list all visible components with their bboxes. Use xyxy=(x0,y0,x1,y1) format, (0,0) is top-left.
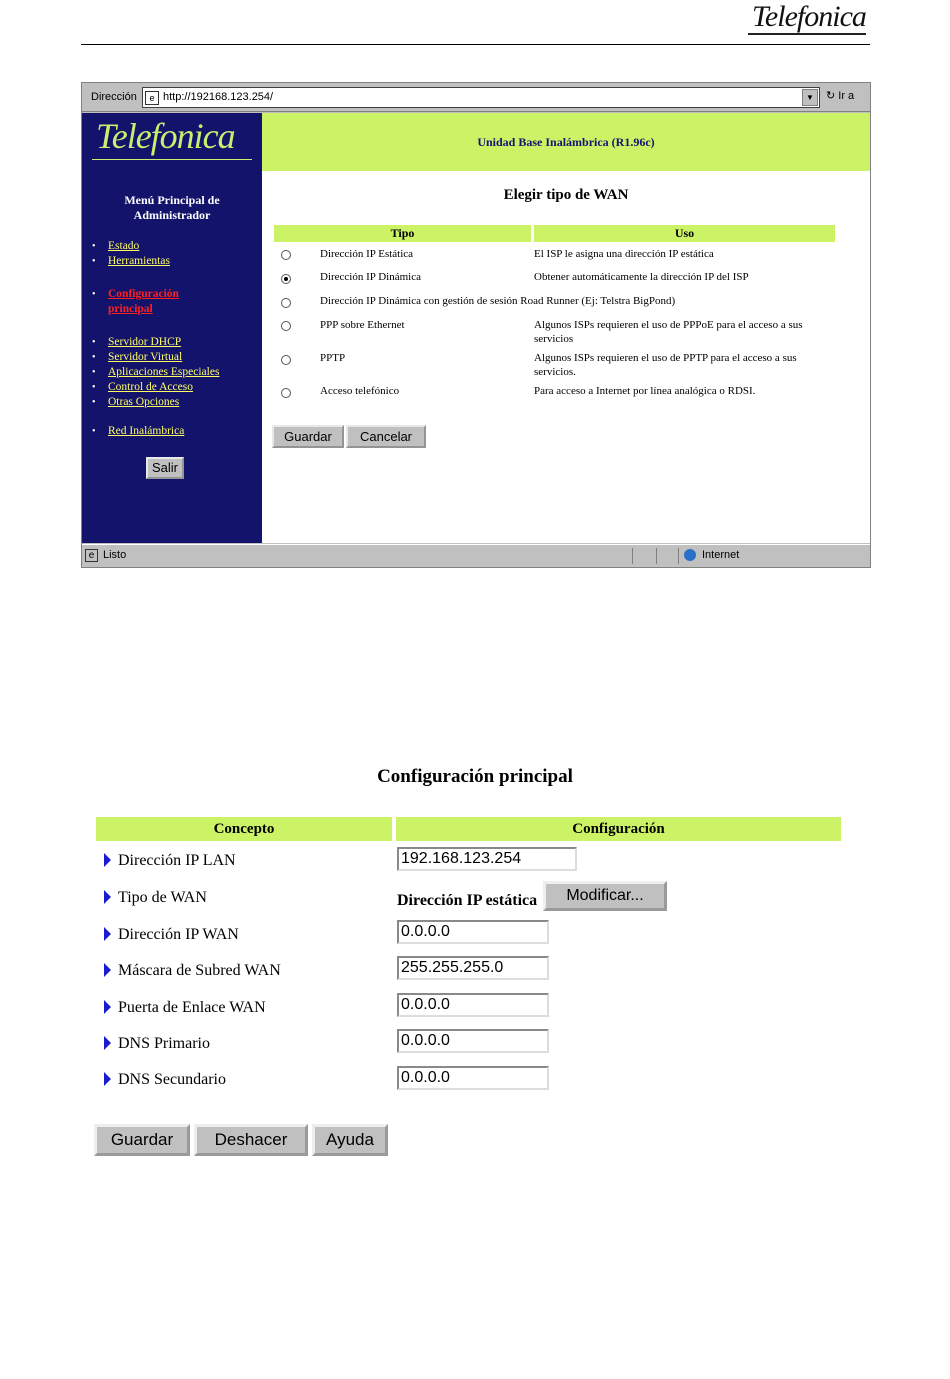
browser-window xyxy=(81,82,871,568)
wan-radio-pptp[interactable] xyxy=(281,355,291,365)
wan-radio-dynamic[interactable] xyxy=(281,274,291,284)
menu-item xyxy=(108,365,258,380)
url-text: http://192168.123.254/ xyxy=(163,91,274,103)
wan-option-tipo: Dirección IP Dinámica con gestión de sesión Road Runner (Ej: Telstra BigPond) xyxy=(320,295,676,307)
cancel-button[interactable]: Cancelar xyxy=(346,425,426,448)
wan-radio-pppoe[interactable] xyxy=(281,321,291,331)
config-label: DNS Secundario xyxy=(118,1071,226,1088)
browser-content xyxy=(82,113,870,543)
wan-radio-dialup[interactable] xyxy=(281,388,291,398)
column-header-uso: Uso xyxy=(534,225,835,242)
menu-item xyxy=(108,424,258,439)
menu-item xyxy=(108,287,198,317)
menu-link-otras-opciones[interactable]: Otras Opciones xyxy=(108,396,180,408)
wan-type-value: Dirección IP estática xyxy=(397,892,538,909)
menu-item xyxy=(108,350,258,365)
menu-link-servidor-dhcp[interactable]: Servidor DHCP xyxy=(108,336,182,348)
wan-gateway-field[interactable]: 0.0.0.0 xyxy=(397,993,549,1017)
banner-title: Unidad Base Inalámbrica (R1.96c) xyxy=(477,135,655,149)
config-save-button[interactable]: Guardar xyxy=(94,1124,190,1156)
wan-ip-field[interactable]: 0.0.0.0 xyxy=(397,920,549,944)
globe-icon xyxy=(684,549,696,561)
menu-link-estado[interactable]: Estado xyxy=(108,240,140,252)
config-label: DNS Primario xyxy=(118,1035,210,1052)
wan-option-tipo: PPP sobre Ethernet xyxy=(320,319,405,331)
config-label: Máscara de Subred WAN xyxy=(118,962,281,979)
url-field[interactable] xyxy=(142,87,820,108)
arrow-right-icon xyxy=(104,1072,111,1086)
dns-primary-field[interactable]: 0.0.0.0 xyxy=(397,1029,549,1053)
arrow-right-icon xyxy=(104,1000,111,1014)
telefonica-logo: Telefonica xyxy=(96,116,235,156)
arrow-right-icon xyxy=(104,853,111,867)
menu-group-3 xyxy=(108,424,258,439)
wan-option-uso: Para acceso a Internet por línea analógica o RDSI. xyxy=(534,385,756,397)
wan-subnet-field[interactable]: 255.255.255.0 xyxy=(397,956,549,980)
status-divider xyxy=(656,548,657,564)
address-label: Dirección xyxy=(91,91,137,103)
wan-option-tipo: Acceso telefónico xyxy=(320,385,400,397)
menu-item xyxy=(108,254,258,269)
config-label: Dirección IP WAN xyxy=(118,926,239,943)
page-icon: e xyxy=(145,91,159,105)
status-text: Listo xyxy=(103,549,127,561)
dns-secondary-field[interactable]: 0.0.0.0 xyxy=(397,1066,549,1090)
menu-link-servidor-virtual[interactable]: Servidor Virtual xyxy=(108,351,183,363)
menu-link-configuracion-principal[interactable]: Configuración principal xyxy=(108,288,179,315)
arrow-right-icon xyxy=(104,1036,111,1050)
menu-item xyxy=(108,239,258,254)
go-button[interactable]: ↻ Ir a xyxy=(826,90,855,102)
status-divider xyxy=(678,548,679,564)
wan-option-uso: Algunos ISPs requieren el uso de PPPoE para el acceso a sus servicios xyxy=(534,319,803,345)
menu-item xyxy=(108,335,258,350)
save-button[interactable]: Guardar xyxy=(272,425,344,448)
wan-radio-roadrunner[interactable] xyxy=(281,298,291,308)
config-label: Dirección IP LAN xyxy=(118,852,236,869)
wan-option-uso: Obtener automáticamente la dirección IP del ISP xyxy=(534,271,749,283)
arrow-right-icon xyxy=(104,890,111,904)
arrow-right-icon xyxy=(104,963,111,977)
wan-radio-static[interactable] xyxy=(281,250,291,260)
column-header-configuracion: Configuración xyxy=(396,817,841,841)
menu-group-2 xyxy=(108,335,258,410)
wan-option-tipo: Dirección IP Estática xyxy=(320,248,414,260)
sidebar xyxy=(82,113,262,543)
address-bar xyxy=(82,83,870,112)
page-header-logo: Telefonica xyxy=(752,0,866,33)
wan-option-uso: Algunos ISPs requieren el uso de PPTP para el acceso a sus servicios. xyxy=(534,352,797,378)
menu-group-active xyxy=(108,287,198,317)
column-header-tipo: Tipo xyxy=(274,225,531,242)
wan-option-tipo: PPTP xyxy=(320,352,346,364)
go-label: Ir a xyxy=(838,90,855,102)
config-label: Tipo de WAN xyxy=(118,889,207,906)
column-header-concepto: Concepto xyxy=(96,817,392,841)
menu-item xyxy=(108,395,258,410)
undo-button[interactable]: Deshacer xyxy=(194,1124,308,1156)
status-divider xyxy=(632,548,633,564)
menu-title: Menú Principal de Administrador xyxy=(124,193,220,222)
logo-underline xyxy=(92,159,252,160)
lan-ip-field[interactable]: 192.168.123.254 xyxy=(397,847,577,871)
page-header-logo-underline xyxy=(748,33,866,35)
chevron-down-icon[interactable]: ▼ xyxy=(802,89,818,106)
top-banner xyxy=(262,113,870,171)
menu-link-red-inalambrica[interactable]: Red Inalámbrica xyxy=(108,425,185,437)
wan-option-tipo: Dirección IP Dinámica xyxy=(320,271,421,283)
page-icon: e xyxy=(85,549,98,562)
menu-link-control-acceso[interactable]: Control de Acceso xyxy=(108,381,193,393)
menu-link-herramientas[interactable]: Herramientas xyxy=(108,255,170,267)
menu-item xyxy=(108,380,258,395)
config-title: Configuración principal xyxy=(377,766,573,787)
zone-text: Internet xyxy=(702,549,740,561)
page-header-rule xyxy=(81,44,870,45)
help-button[interactable]: Ayuda xyxy=(312,1124,388,1156)
wan-type-title: Elegir tipo de WAN xyxy=(503,187,629,203)
status-bar xyxy=(82,544,870,567)
arrow-right-icon xyxy=(104,927,111,941)
config-label: Puerta de Enlace WAN xyxy=(118,999,266,1016)
menu-group-1 xyxy=(108,239,258,269)
menu-link-aplicaciones-especiales[interactable]: Aplicaciones Especiales xyxy=(108,366,220,378)
modify-button[interactable]: Modificar... xyxy=(543,881,667,911)
logout-button[interactable]: Salir xyxy=(146,457,184,479)
wan-option-uso: El ISP le asigna una dirección IP estática xyxy=(534,248,714,260)
